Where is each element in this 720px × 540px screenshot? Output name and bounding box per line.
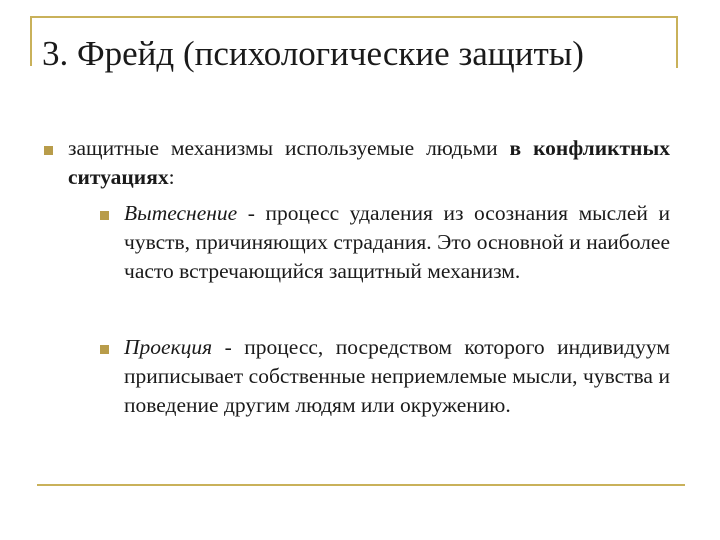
square-bullet-icon (100, 211, 109, 220)
definition-repression: - процесс удаления из осознания мыслей и чувств, причиняющих страдания. Это основной и наиболее часто встречающийся защитный механизм. (124, 201, 670, 283)
frame-top-line (30, 16, 678, 18)
bullet-text-bold: в конфликтных ситуациях (68, 136, 670, 189)
square-bullet-icon (44, 146, 53, 155)
frame-bottom-line (37, 484, 685, 486)
sub-bullet-repression (124, 199, 670, 286)
square-bullet-icon (100, 345, 109, 354)
sub-bullet-projection (124, 333, 670, 420)
frame-left-line (30, 16, 32, 66)
bullet-text-tail: : (168, 165, 175, 189)
definition-projection: - процесс, посредством которого индивидуум приписывает собственные неприемлемые мысли, чувства и поведение другим людям или окружению. (124, 335, 670, 417)
bullet-text: защитные механизмы используемые людьми (68, 136, 510, 160)
frame-right-line (676, 16, 678, 68)
term-repression: Вытеснение (124, 201, 238, 225)
slide-title: 3. Фрейд (психологические защиты) (42, 34, 584, 73)
term-projection: Проекция (124, 335, 213, 359)
bullet-defense-mechanisms (68, 134, 670, 192)
